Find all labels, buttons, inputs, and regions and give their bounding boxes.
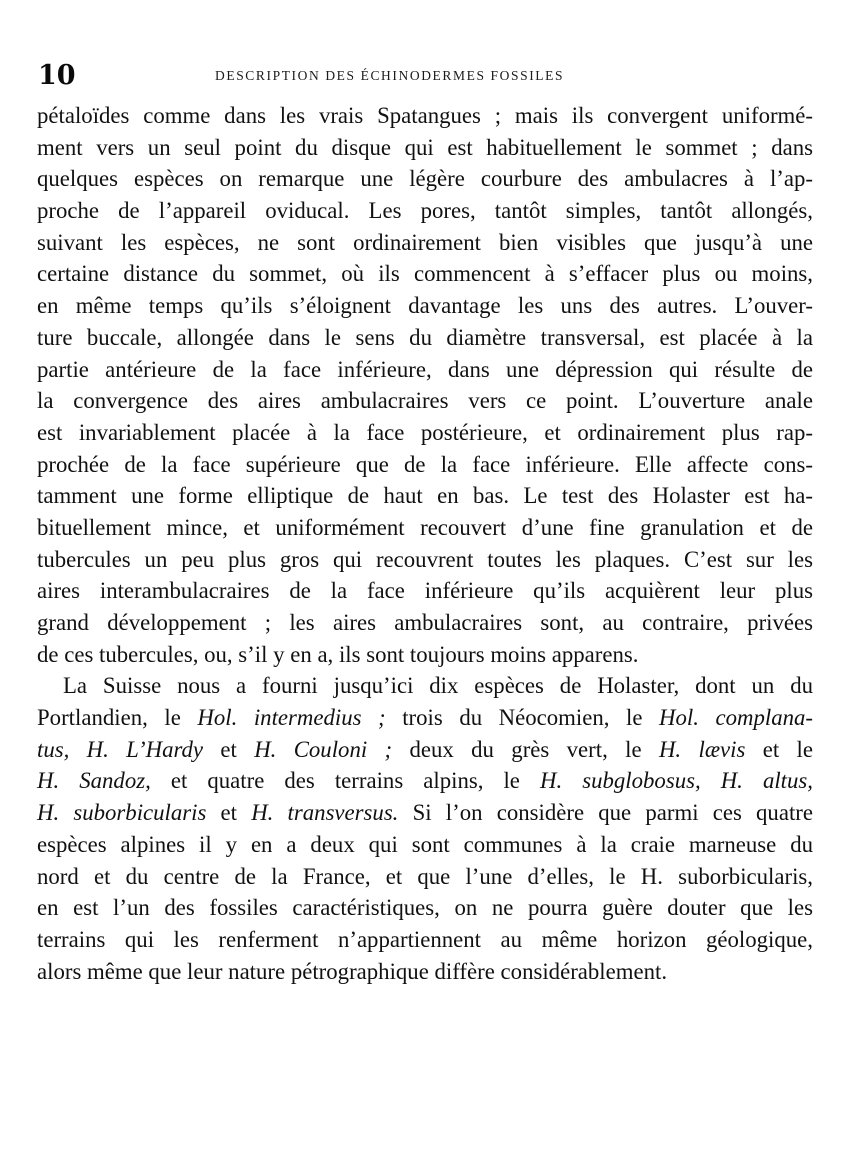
text-span: de ces tubercules, ou, s’il y en a, ils sont toujours moins apparens. — [37, 641, 639, 667]
italic-span: H. Couloni ; — [254, 736, 393, 762]
text-line — [37, 322, 813, 354]
text-line — [37, 354, 813, 386]
text-line — [37, 765, 813, 797]
text-span: ture buccale, allongée dans le sens du diamètre transversal, est placée à la — [37, 324, 813, 350]
text-span: La Suisse nous a fourni jusqu’ici dix espèces de Holaster, dont un du — [63, 673, 813, 699]
italic-span: H. subglobosus, H. altus, — [540, 768, 813, 794]
text-line — [37, 290, 813, 322]
text-line — [37, 829, 813, 861]
paragraph — [37, 100, 813, 670]
text-span: suivant les espèces, ne sont ordinairement bien visibles que jusqu’à une — [37, 229, 813, 255]
text-span: grand développement ; les aires ambulacraires sont, au contraire, privées — [37, 610, 813, 635]
text-line — [37, 575, 813, 607]
text-span: proche de l’appareil oviducal. Les pores, tantôt simples, tantôt allongés, — [37, 198, 813, 224]
text-line — [37, 449, 813, 481]
italic-span: Hol. complana- — [659, 705, 814, 731]
text-span: trois du Néocomien, le — [385, 705, 660, 731]
paragraph — [37, 670, 813, 987]
text-line — [37, 544, 813, 576]
text-span: certaine distance du sommet, où ils commencent à s’effacer plus ou moins, — [37, 261, 813, 287]
italic-span: H. Sandoz, — [37, 768, 151, 794]
text-span: en même temps qu’ils s’éloignent davantage les uns des autres. L’ouver- — [37, 293, 813, 319]
text-span: bituellement mince, et uniformément recouvert d’une fine granulation et de — [37, 514, 813, 540]
text-line — [37, 512, 813, 544]
text-span: la convergence des aires ambulacraires vers ce point. L’ouverture anale — [37, 388, 813, 414]
page-number: 10 — [38, 60, 76, 91]
text-span: partie antérieure de la face inférieure, dans une dépression qui résulte de — [37, 356, 813, 382]
text-span: aires interambulacraires de la face inférieure qu’ils acquièrent leur plus — [37, 578, 813, 604]
italic-span: H. suborbicularis — [37, 800, 207, 826]
text-line — [37, 892, 813, 924]
text-span: deux du grès vert, le — [392, 736, 659, 762]
italic-span: H. lævis — [658, 736, 746, 762]
text-line — [37, 861, 813, 893]
text-line — [37, 132, 813, 164]
body-text — [37, 100, 813, 987]
page-header — [38, 58, 808, 94]
text-span: tubercules un peu plus gros qui recouvrent toutes les plaques. C’est sur les — [37, 546, 813, 572]
text-span: Portlandien, le — [37, 705, 198, 731]
italic-span: tus, H. L’Hardy — [37, 736, 204, 762]
text-span: et — [206, 800, 252, 826]
text-line — [37, 417, 813, 449]
text-span: alors même que leur nature pétrographique diffère considérablement. — [37, 958, 668, 984]
text-span: et quatre des terrains alpins, le — [150, 768, 540, 794]
text-line — [37, 163, 813, 195]
text-line — [37, 924, 813, 956]
text-span: quelques espèces on remarque une légère courbure des ambulacres à l’ap- — [37, 166, 813, 192]
text-span: et — [203, 736, 255, 762]
italic-span: Hol. intermedius ; — [197, 705, 386, 731]
text-span: tamment une forme elliptique de haut en bas. Le test des Holaster est ha- — [37, 483, 813, 509]
text-span: prochée de la face supérieure que de la face inférieure. Elle affecte cons- — [37, 451, 813, 477]
text-line — [37, 385, 813, 417]
text-line — [37, 258, 813, 290]
text-line — [37, 734, 813, 766]
text-span: Si l’on considère que parmi ces quatre — [398, 800, 813, 826]
text-span: espèces alpines il y en a deux qui sont communes à la craie marneuse du — [37, 831, 813, 857]
text-span: nord et du centre de la France, et que l’une d’elles, le H. suborbicularis, — [37, 863, 813, 889]
text-span: ment vers un seul point du disque qui est habituellement le sommet ; dans — [37, 134, 813, 160]
text-span: terrains qui les renferment n’appartiennent au même horizon géologique, — [37, 926, 813, 952]
text-span: et le — [745, 736, 813, 762]
text-line — [37, 607, 813, 639]
text-line — [37, 956, 813, 988]
text-span: est invariablement placée à la face postérieure, et ordinairement plus rap- — [37, 419, 813, 445]
running-title: DESCRIPTION DES ÉCHINODERMES FOSSILES — [215, 68, 565, 83]
text-line — [37, 670, 813, 702]
text-line — [37, 195, 813, 227]
text-line — [37, 100, 813, 132]
text-span: en est l’un des fossiles caractéristiques, on ne pourra guère douter que les — [37, 895, 813, 921]
text-line — [37, 702, 813, 734]
text-line — [37, 639, 813, 671]
italic-span: H. transversus. — [251, 800, 399, 826]
text-line — [37, 797, 813, 829]
text-line — [37, 227, 813, 259]
text-span: pétaloïdes comme dans les vrais Spatangues ; mais ils convergent uniformé- — [37, 103, 813, 128]
text-line — [37, 480, 813, 512]
